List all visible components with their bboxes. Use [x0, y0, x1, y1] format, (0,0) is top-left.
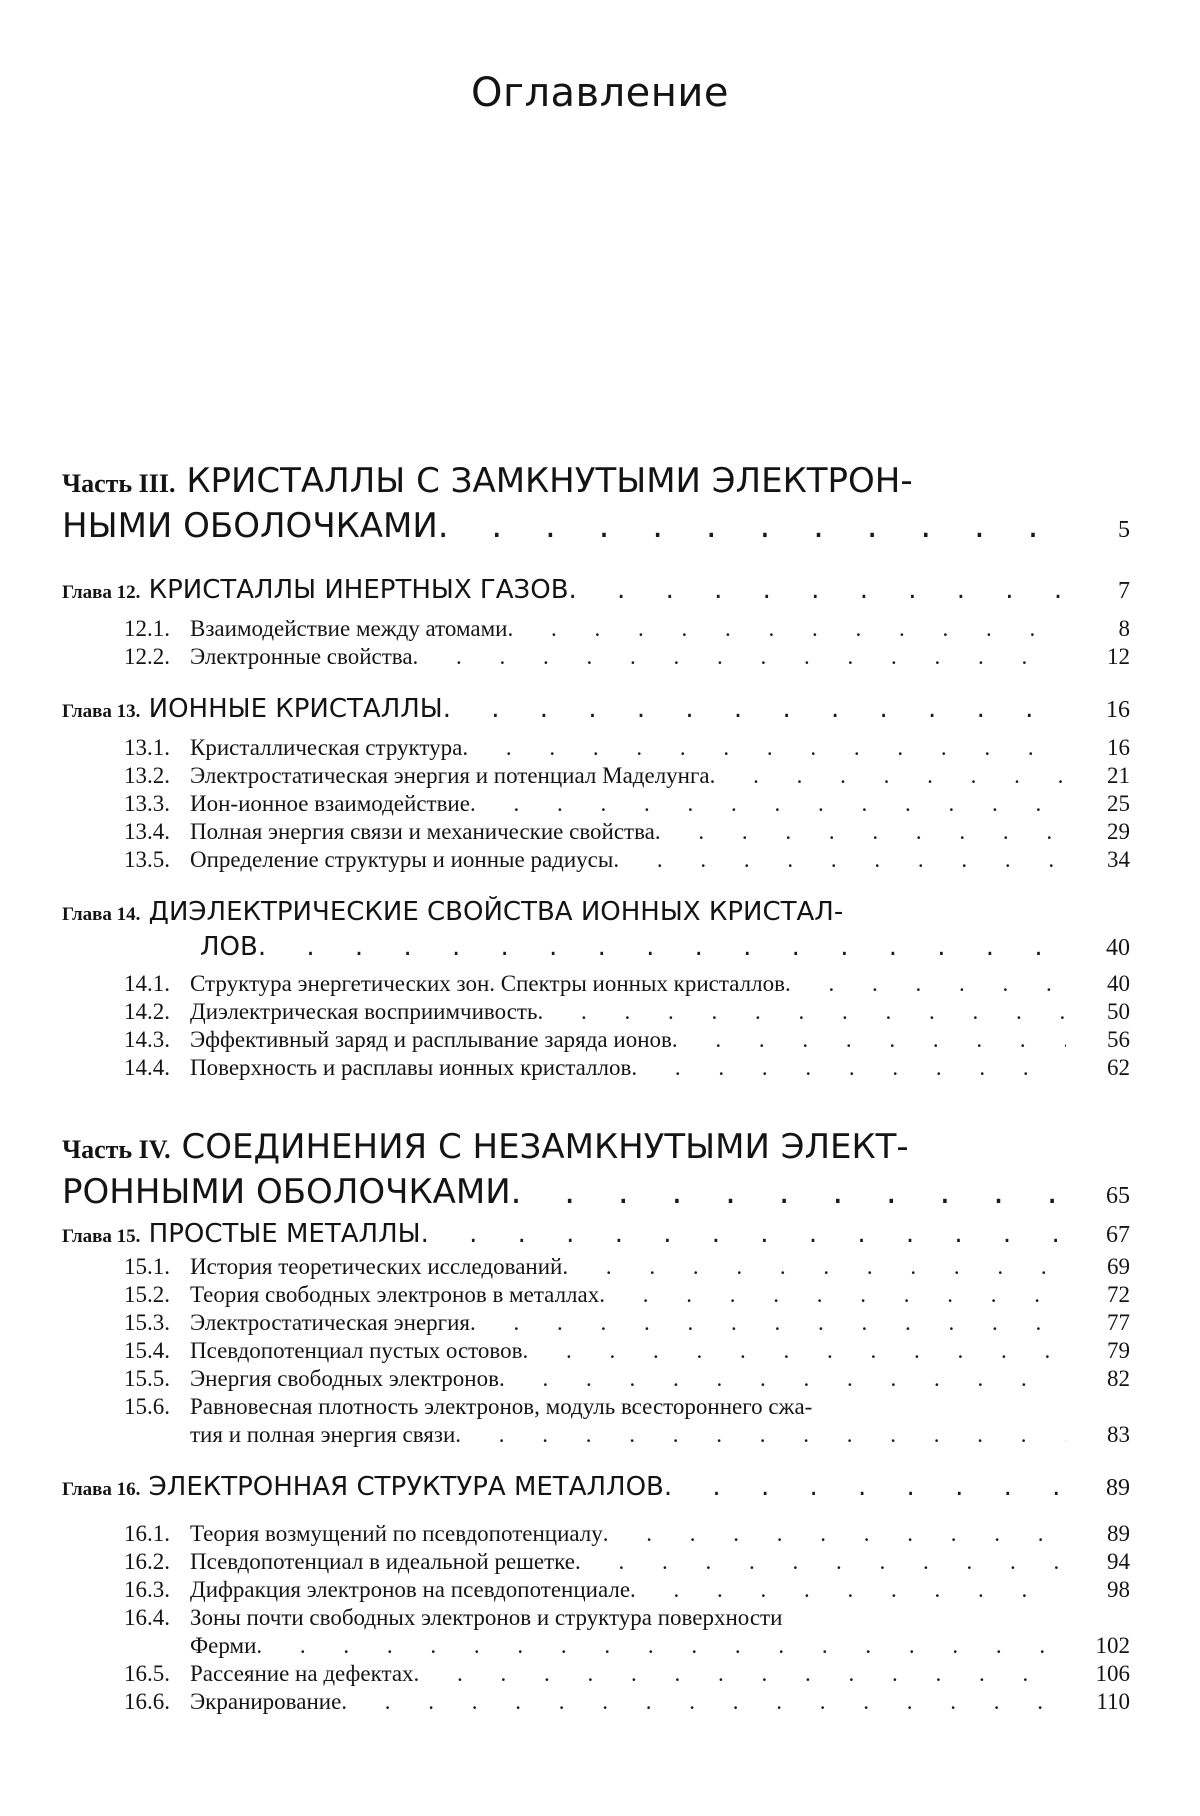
section-number: 14.2. — [124, 999, 170, 1024]
section-title: Электростатическая энергия — [190, 1310, 470, 1335]
section-number: 15.6. — [124, 1394, 170, 1419]
page-number: 16 — [1107, 735, 1130, 760]
page-number: 82 — [1107, 1366, 1130, 1391]
chapter-title: КРИСТАЛЛЫ ИНЕРТНЫХ ГАЗОВ — [148, 575, 569, 605]
section-title: Зоны почти свободных электронов и структура поверхности — [190, 1605, 783, 1630]
toc-section-16-4[interactable] — [62, 1604, 1130, 1660]
dot-leader — [672, 1026, 1066, 1054]
chapter-label: Глава 14. — [62, 904, 141, 925]
page-number: 110 — [1096, 1689, 1130, 1714]
dot-leader — [631, 1054, 1066, 1082]
toc-section-14-4[interactable] — [62, 1054, 1130, 1082]
page-number: 67 — [1106, 1222, 1130, 1248]
section-number: 15.1. — [124, 1254, 170, 1279]
dot-leader — [258, 931, 1066, 963]
section-number: 14.4. — [124, 1055, 170, 1080]
toc-chapter-14[interactable] — [62, 896, 1130, 964]
section-number: 16.2. — [124, 1549, 170, 1574]
toc-section-13-5[interactable] — [62, 846, 1130, 874]
chapter-label: Глава 13. — [62, 701, 141, 722]
section-title: Дифракция электронов на псевдопотенциале — [190, 1577, 631, 1602]
section-title: Поверхность и расплавы ионных кристаллов — [190, 1055, 632, 1080]
section-title: Полная энергия связи и механические свойства — [190, 819, 655, 844]
toc-section-13-4[interactable] — [62, 818, 1130, 846]
section-number: 13.5. — [124, 847, 170, 872]
section-title: Псевдопотенциал в идеальной решетке — [190, 1549, 575, 1574]
part-title: КРИСТАЛЛЫ С ЗАМКНУТЫМИ ЭЛЕКТРОН- — [186, 461, 913, 501]
page-number: 8 — [1118, 616, 1130, 641]
section-number: 15.2. — [124, 1282, 170, 1307]
section-title: Рассеяние на дефектах — [190, 1661, 414, 1686]
part-title: СОЕДИНЕНИЯ С НЕЗАМКНУТЫМИ ЭЛЕКТ- — [181, 1127, 909, 1167]
dot-leader — [569, 574, 1066, 606]
section-number: 12.2. — [124, 644, 170, 669]
toc-section-13-1[interactable] — [62, 734, 1130, 762]
toc-section-15-6[interactable] — [62, 1393, 1130, 1449]
toc-section-12-2[interactable] — [62, 643, 1130, 671]
dot-leader — [511, 1171, 1066, 1214]
toc-section-13-3[interactable] — [62, 790, 1130, 818]
part-title-continued: РОННЫМИ ОБОЛОЧКАМИ — [62, 1172, 511, 1212]
chapter-title: ПРОСТЫЕ МЕТАЛЛЫ — [148, 1219, 421, 1249]
dot-leader — [443, 693, 1066, 725]
section-title: Псевдопотенциал пустых остовов — [190, 1338, 523, 1363]
dot-leader — [537, 998, 1066, 1026]
page-number: 77 — [1107, 1310, 1130, 1335]
section-title: Диэлектрическая восприимчивость — [190, 999, 538, 1024]
section-15-6-line-2 — [124, 1421, 1130, 1449]
dot-leader — [421, 1218, 1066, 1250]
page-number: 72 — [1107, 1282, 1130, 1307]
toc-part-3[interactable] — [62, 460, 1130, 552]
dot-leader — [575, 1548, 1066, 1576]
section-title: Теория возмущений по псевдопотенциалу — [190, 1521, 603, 1546]
dot-leader — [655, 818, 1066, 846]
section-title: История теоретических исследований — [190, 1254, 563, 1279]
section-number: 13.3. — [124, 791, 170, 816]
section-title: Эффективный заряд и расплывание заряда ионов — [190, 1027, 672, 1052]
toc-chapter-16[interactable] — [62, 1471, 1130, 1506]
section-number: 13.2. — [124, 763, 170, 788]
section-number: 16.5. — [124, 1661, 170, 1686]
page-number: 16 — [1106, 697, 1130, 723]
chapter-label: Глава 16. — [62, 1479, 141, 1500]
page-number: 106 — [1095, 1661, 1130, 1686]
toc-chapter-13[interactable] — [62, 693, 1130, 728]
section-title: Взаимодействие между атомами — [190, 616, 508, 641]
dot-leader — [256, 1632, 1066, 1660]
section-number: 13.1. — [124, 735, 170, 760]
section-number: 12.1. — [124, 616, 170, 641]
section-title: Электронные свойства — [190, 644, 413, 669]
page-number: 29 — [1107, 819, 1130, 844]
dot-leader — [523, 1337, 1067, 1365]
dot-leader — [710, 762, 1066, 790]
dot-leader — [664, 1471, 1066, 1503]
section-number: 14.3. — [124, 1027, 170, 1052]
toc-section-16-3[interactable] — [62, 1576, 1130, 1604]
toc-section-16-6[interactable] — [62, 1688, 1130, 1716]
page-number: 94 — [1107, 1549, 1130, 1574]
chapter-label: Глава 15. — [62, 1226, 141, 1247]
toc-section-15-4[interactable] — [62, 1337, 1130, 1365]
section-16-4-line-1 — [124, 1604, 1130, 1632]
toc-section-16-1[interactable] — [62, 1520, 1130, 1548]
dot-leader — [455, 1421, 1066, 1449]
section-16-4-line-2 — [124, 1632, 1130, 1660]
section-title: Кристаллическая структура — [190, 735, 463, 760]
page-number: 79 — [1107, 1338, 1130, 1363]
chapter-title: ЭЛЕКТРОННАЯ СТРУКТУРА МЕТАЛЛОВ — [148, 1472, 664, 1502]
toc-section-15-5[interactable] — [62, 1365, 1130, 1393]
dot-leader — [341, 1688, 1066, 1716]
chapter-title-continued: ЛОВ — [200, 932, 258, 962]
section-number: 16.4. — [124, 1605, 170, 1630]
page-number: 65 — [1106, 1183, 1130, 1209]
section-number: 16.6. — [124, 1689, 170, 1714]
page-number: 21 — [1107, 763, 1130, 788]
toc-part-4[interactable] — [62, 1126, 1130, 1218]
dot-leader — [630, 1576, 1066, 1604]
toc-section-16-5[interactable] — [62, 1660, 1130, 1688]
chapter-14-title-line-2 — [62, 931, 1130, 964]
chapter-label: Глава 12. — [62, 582, 141, 603]
toc-section-15-2[interactable] — [62, 1281, 1130, 1309]
dot-leader — [414, 1660, 1066, 1688]
section-title: Ион-ионное взаимодействие — [190, 791, 470, 816]
dot-leader — [438, 505, 1066, 548]
dot-leader — [599, 1281, 1066, 1309]
page-number: 50 — [1107, 999, 1130, 1024]
page-number: 12 — [1107, 644, 1130, 669]
section-title: Энергия свободных электронов — [190, 1366, 499, 1391]
page-number: 102 — [1095, 1633, 1130, 1658]
page-number: 98 — [1107, 1577, 1130, 1602]
dot-leader — [470, 790, 1066, 818]
toc-section-14-2[interactable] — [62, 998, 1130, 1026]
section-number: 15.5. — [124, 1366, 170, 1391]
section-title: Равновесная плотность электронов, модуль всестороннего сжа- — [190, 1394, 813, 1419]
part-4-title-line-1 — [62, 1126, 1130, 1171]
dot-leader — [462, 734, 1066, 762]
section-15-6-line-1 — [124, 1393, 1130, 1421]
chapter-14-title-line-1 — [62, 896, 1130, 931]
dot-leader — [413, 643, 1066, 671]
section-number: 16.3. — [124, 1577, 170, 1602]
page-number: 83 — [1107, 1422, 1130, 1447]
page-number: 40 — [1107, 971, 1130, 996]
page-title: Оглавление — [470, 70, 730, 116]
dot-leader — [603, 1520, 1066, 1548]
section-number: 15.3. — [124, 1310, 170, 1335]
dot-leader — [507, 615, 1066, 643]
page-number: 89 — [1107, 1521, 1130, 1546]
page-number: 89 — [1106, 1475, 1130, 1501]
section-number: 16.1. — [124, 1521, 170, 1546]
toc-chapter-15[interactable] — [62, 1218, 1130, 1253]
chapter-title: ИОННЫЕ КРИСТАЛЛЫ — [148, 694, 443, 724]
section-number: 13.4. — [124, 819, 170, 844]
page-number: 7 — [1118, 578, 1130, 604]
section-number: 15.4. — [124, 1338, 170, 1363]
page-number: 34 — [1107, 847, 1130, 872]
part-title-continued: НЫМИ ОБОЛОЧКАМИ — [62, 506, 438, 546]
section-title: Экранирование — [190, 1689, 342, 1714]
table-of-contents — [62, 460, 1130, 1716]
part-3-title-line-2 — [62, 505, 1130, 552]
page-number: 69 — [1107, 1254, 1130, 1279]
part-4-title-line-2 — [62, 1171, 1130, 1218]
section-number: 14.1. — [124, 971, 170, 996]
dot-leader — [470, 1309, 1066, 1337]
part-3-title-line-1 — [62, 460, 1130, 505]
page-number: 25 — [1107, 791, 1130, 816]
dot-leader — [499, 1365, 1066, 1393]
page-number: 56 — [1107, 1027, 1130, 1052]
section-title: Определение структуры и ионные радиусы — [190, 847, 614, 872]
part-label: Часть III. — [62, 469, 176, 498]
section-title: Структура энергетических зон. Спектры ионных кристаллов — [190, 971, 785, 996]
page-number: 62 — [1107, 1055, 1130, 1080]
dot-leader — [562, 1253, 1066, 1281]
dot-leader — [785, 970, 1066, 998]
page-number: 5 — [1118, 517, 1130, 543]
section-title-continued: Ферми — [190, 1633, 257, 1658]
page-number: 40 — [1106, 935, 1130, 961]
part-label: Часть IV. — [62, 1135, 171, 1164]
chapter-title: ДИЭЛЕКТРИЧЕСКИЕ СВОЙСТВА ИОННЫХ КРИСТАЛ- — [148, 897, 844, 927]
toc-chapter-12[interactable] — [62, 574, 1130, 609]
toc-section-14-3[interactable] — [62, 1026, 1130, 1054]
toc-section-14-1[interactable] — [62, 970, 1130, 998]
dot-leader — [613, 846, 1066, 874]
toc-section-12-1[interactable] — [62, 615, 1130, 643]
toc-section-15-1[interactable] — [62, 1253, 1130, 1281]
section-title: Электростатическая энергия и потенциал Маделунга — [190, 763, 710, 788]
toc-section-16-2[interactable] — [62, 1548, 1130, 1576]
toc-section-15-3[interactable] — [62, 1309, 1130, 1337]
toc-section-13-2[interactable] — [62, 762, 1130, 790]
section-title-continued: тия и полная энергия связи — [190, 1422, 456, 1447]
section-title: Теория свободных электронов в металлах — [190, 1282, 600, 1307]
